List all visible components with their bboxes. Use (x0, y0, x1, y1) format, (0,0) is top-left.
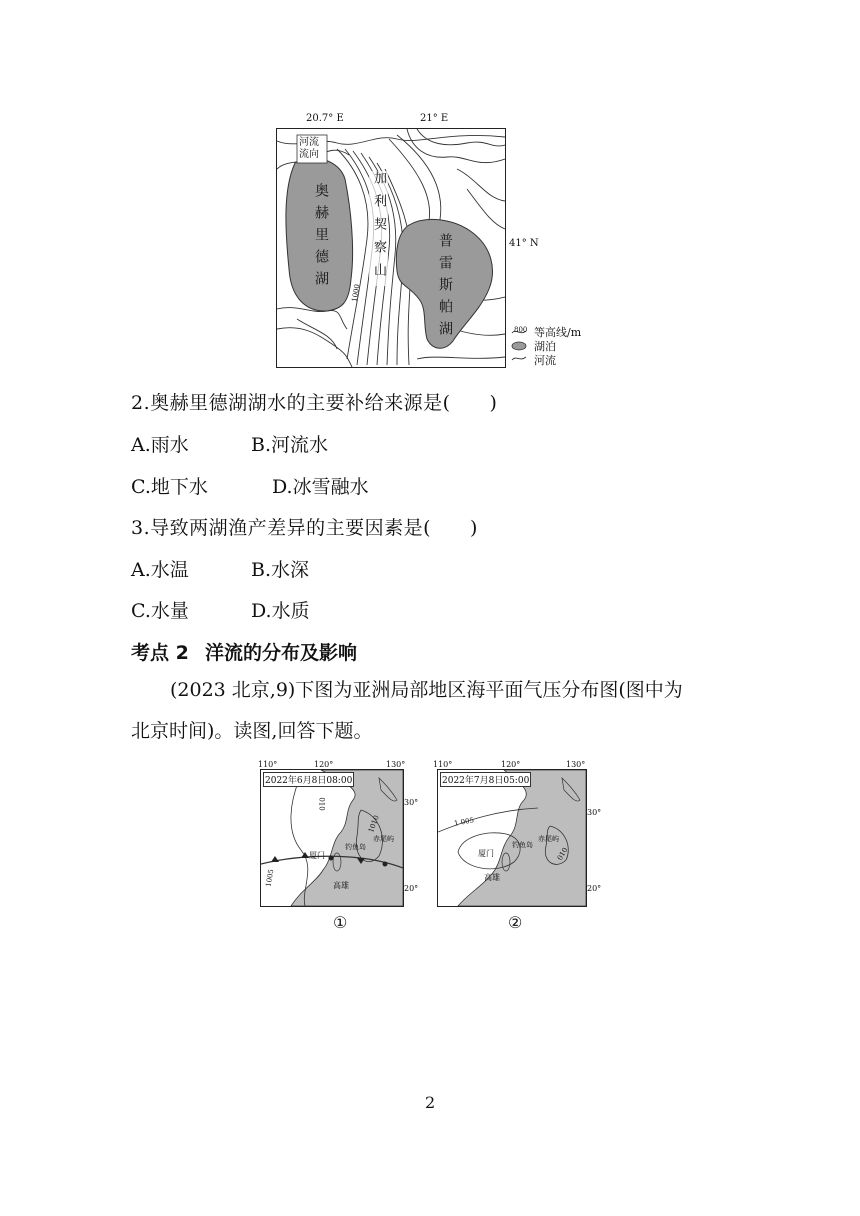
map1-isobar-2: 1010 (367, 814, 381, 834)
legend-contour: 等高线/m (534, 326, 582, 339)
pressure-map-1 (260, 769, 404, 907)
map2-lon-110: 110° (433, 760, 453, 769)
q3-option-b: B.水深 (251, 559, 310, 581)
q3-option-a: A.水温 (131, 559, 189, 581)
section-number: 考点 2 (131, 642, 189, 664)
lake-map (276, 128, 506, 368)
legend-river: 河流 (534, 354, 556, 367)
map2-place-chiwei: 赤尾屿 (538, 835, 559, 843)
q3-stem: 3.导致两湖渔产差异的主要因素是( ) (131, 517, 478, 539)
map1-place-kaohsiung: 高雄 (333, 881, 349, 890)
map1-lon-120: 120° (314, 760, 334, 769)
lon-label-right: 21° E (420, 113, 449, 124)
map1-lat-30: 30° (404, 798, 419, 807)
legend-lake: 湖泊 (534, 340, 556, 353)
pressure-map-2 (437, 769, 587, 907)
section-title: 洋流的分布及影响 (205, 642, 358, 664)
intro-line-2: 北京时间)。读图,回答下题。 (131, 720, 373, 742)
pressure-map-2-svg (438, 770, 586, 906)
q2-stem: 2.奥赫里德湖湖水的主要补给来源是( ) (131, 392, 498, 414)
map2-lat-20: 20° (587, 884, 602, 893)
map2-lon-120: 120° (501, 760, 521, 769)
map2-place-diaoyu: 钓鱼岛 (512, 841, 533, 849)
map1-lon-110: 110° (258, 760, 278, 769)
q3-option-d: D.水质 (251, 600, 310, 622)
q2-option-a: A.雨水 (131, 434, 189, 456)
map1-place-xiamen: 厦门 (309, 851, 325, 860)
map2-isobar-1: 1 005 (453, 816, 475, 828)
q3-option-c: C.水量 (131, 600, 189, 622)
legend-contour-value: 800 (514, 326, 528, 334)
map2-date: 2022年7月8日05:00 (440, 772, 531, 787)
contour-value-label: 1000 (350, 283, 362, 303)
q2-option-c: C.地下水 (131, 476, 208, 498)
q2-option-b: B.河流水 (251, 434, 329, 456)
map-legend (508, 322, 588, 366)
map1-caption: ① (333, 913, 348, 932)
mountain-label: 加利契察山 (371, 171, 386, 286)
map1-date: 2022年6月8日08:00 (263, 772, 354, 787)
map2-lat-30: 30° (587, 808, 602, 817)
page-number: 2 (425, 1093, 436, 1112)
map1-place-diaoyu: 钓鱼岛 (345, 843, 366, 851)
lon-label-left: 20.7° E (306, 113, 344, 124)
lake-east-label: 普雷斯帕湖 (437, 233, 453, 343)
map2-place-kaohsiung: 高雄 (484, 873, 500, 882)
lake-west-label: 奥赫里德湖 (313, 183, 329, 293)
lat-label: 41° N (509, 238, 539, 249)
map2-caption: ② (508, 913, 523, 932)
map1-isobar-3: 1005 (264, 868, 276, 888)
map2-isobar-2: 010 (555, 846, 570, 862)
map1-isobar-1: 010 (317, 797, 326, 811)
map2-place-xiamen: 厦门 (478, 849, 494, 858)
q2-option-d: D.冰雪融水 (272, 476, 369, 498)
map2-lon-130: 130° (566, 760, 586, 769)
map1-lat-20: 20° (404, 884, 419, 893)
map1-place-chiwei: 赤尾屿 (373, 835, 394, 843)
flow-direction-label: 河流 流向 (299, 137, 319, 160)
map1-lon-130: 130° (386, 760, 406, 769)
intro-line-1: (2023 北京,9)下图为亚洲局部地区海平面气压分布图(图中为 (170, 679, 683, 701)
